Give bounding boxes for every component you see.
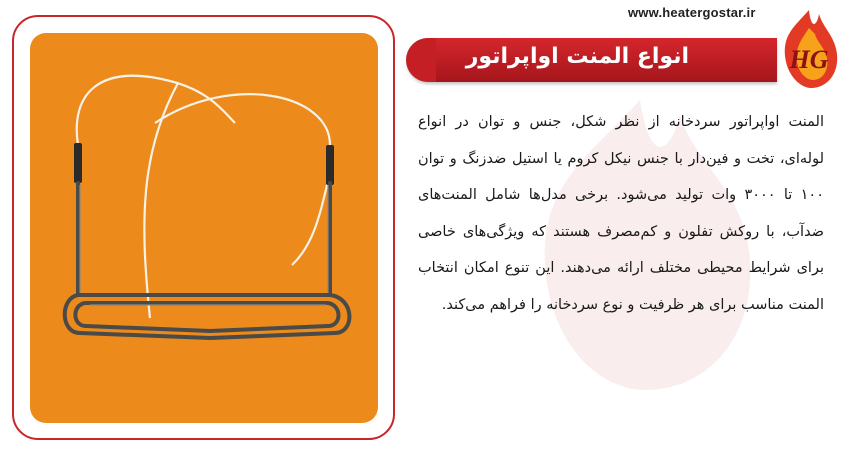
heater-tube xyxy=(65,183,350,338)
brand-logo xyxy=(775,8,843,90)
article-body: المنت اواپراتور سردخانه از نظر شکل، جنس و توان در انواع لوله‌ای، تخت و فین‌دار با جنس نیکل کروم یا استیل ضدزنگ و توان ۱۰۰ تا ۳۰۰۰ وات تولید می‌شود. برخی مدل‌ها شامل المنت‌های ضدآب، با روکش تفلون و کم‌مصرف هستند که ویژگی‌های خاصی برای شرایط محیطی مختلف ارائه می‌دهند. این تنوع امکان انتخاب المنت مناسب برای هر ظرفیت و نوع سردخانه را فراهم می‌کند. xyxy=(418,114,825,313)
banner-cap xyxy=(406,38,436,82)
title-banner xyxy=(407,38,777,82)
heater-element-illustration xyxy=(30,33,378,423)
logo-letters: HG xyxy=(789,45,829,74)
terminal-left xyxy=(74,143,82,183)
product-photo xyxy=(30,33,378,423)
lead-wire-end xyxy=(292,173,330,265)
terminal-right xyxy=(326,145,334,185)
page-title: انواع المنت اواپراتور xyxy=(465,44,689,69)
website-url: www.heatergostar.ir xyxy=(628,5,756,20)
tube-highlight xyxy=(80,185,328,305)
lead-wire-right xyxy=(155,94,330,145)
